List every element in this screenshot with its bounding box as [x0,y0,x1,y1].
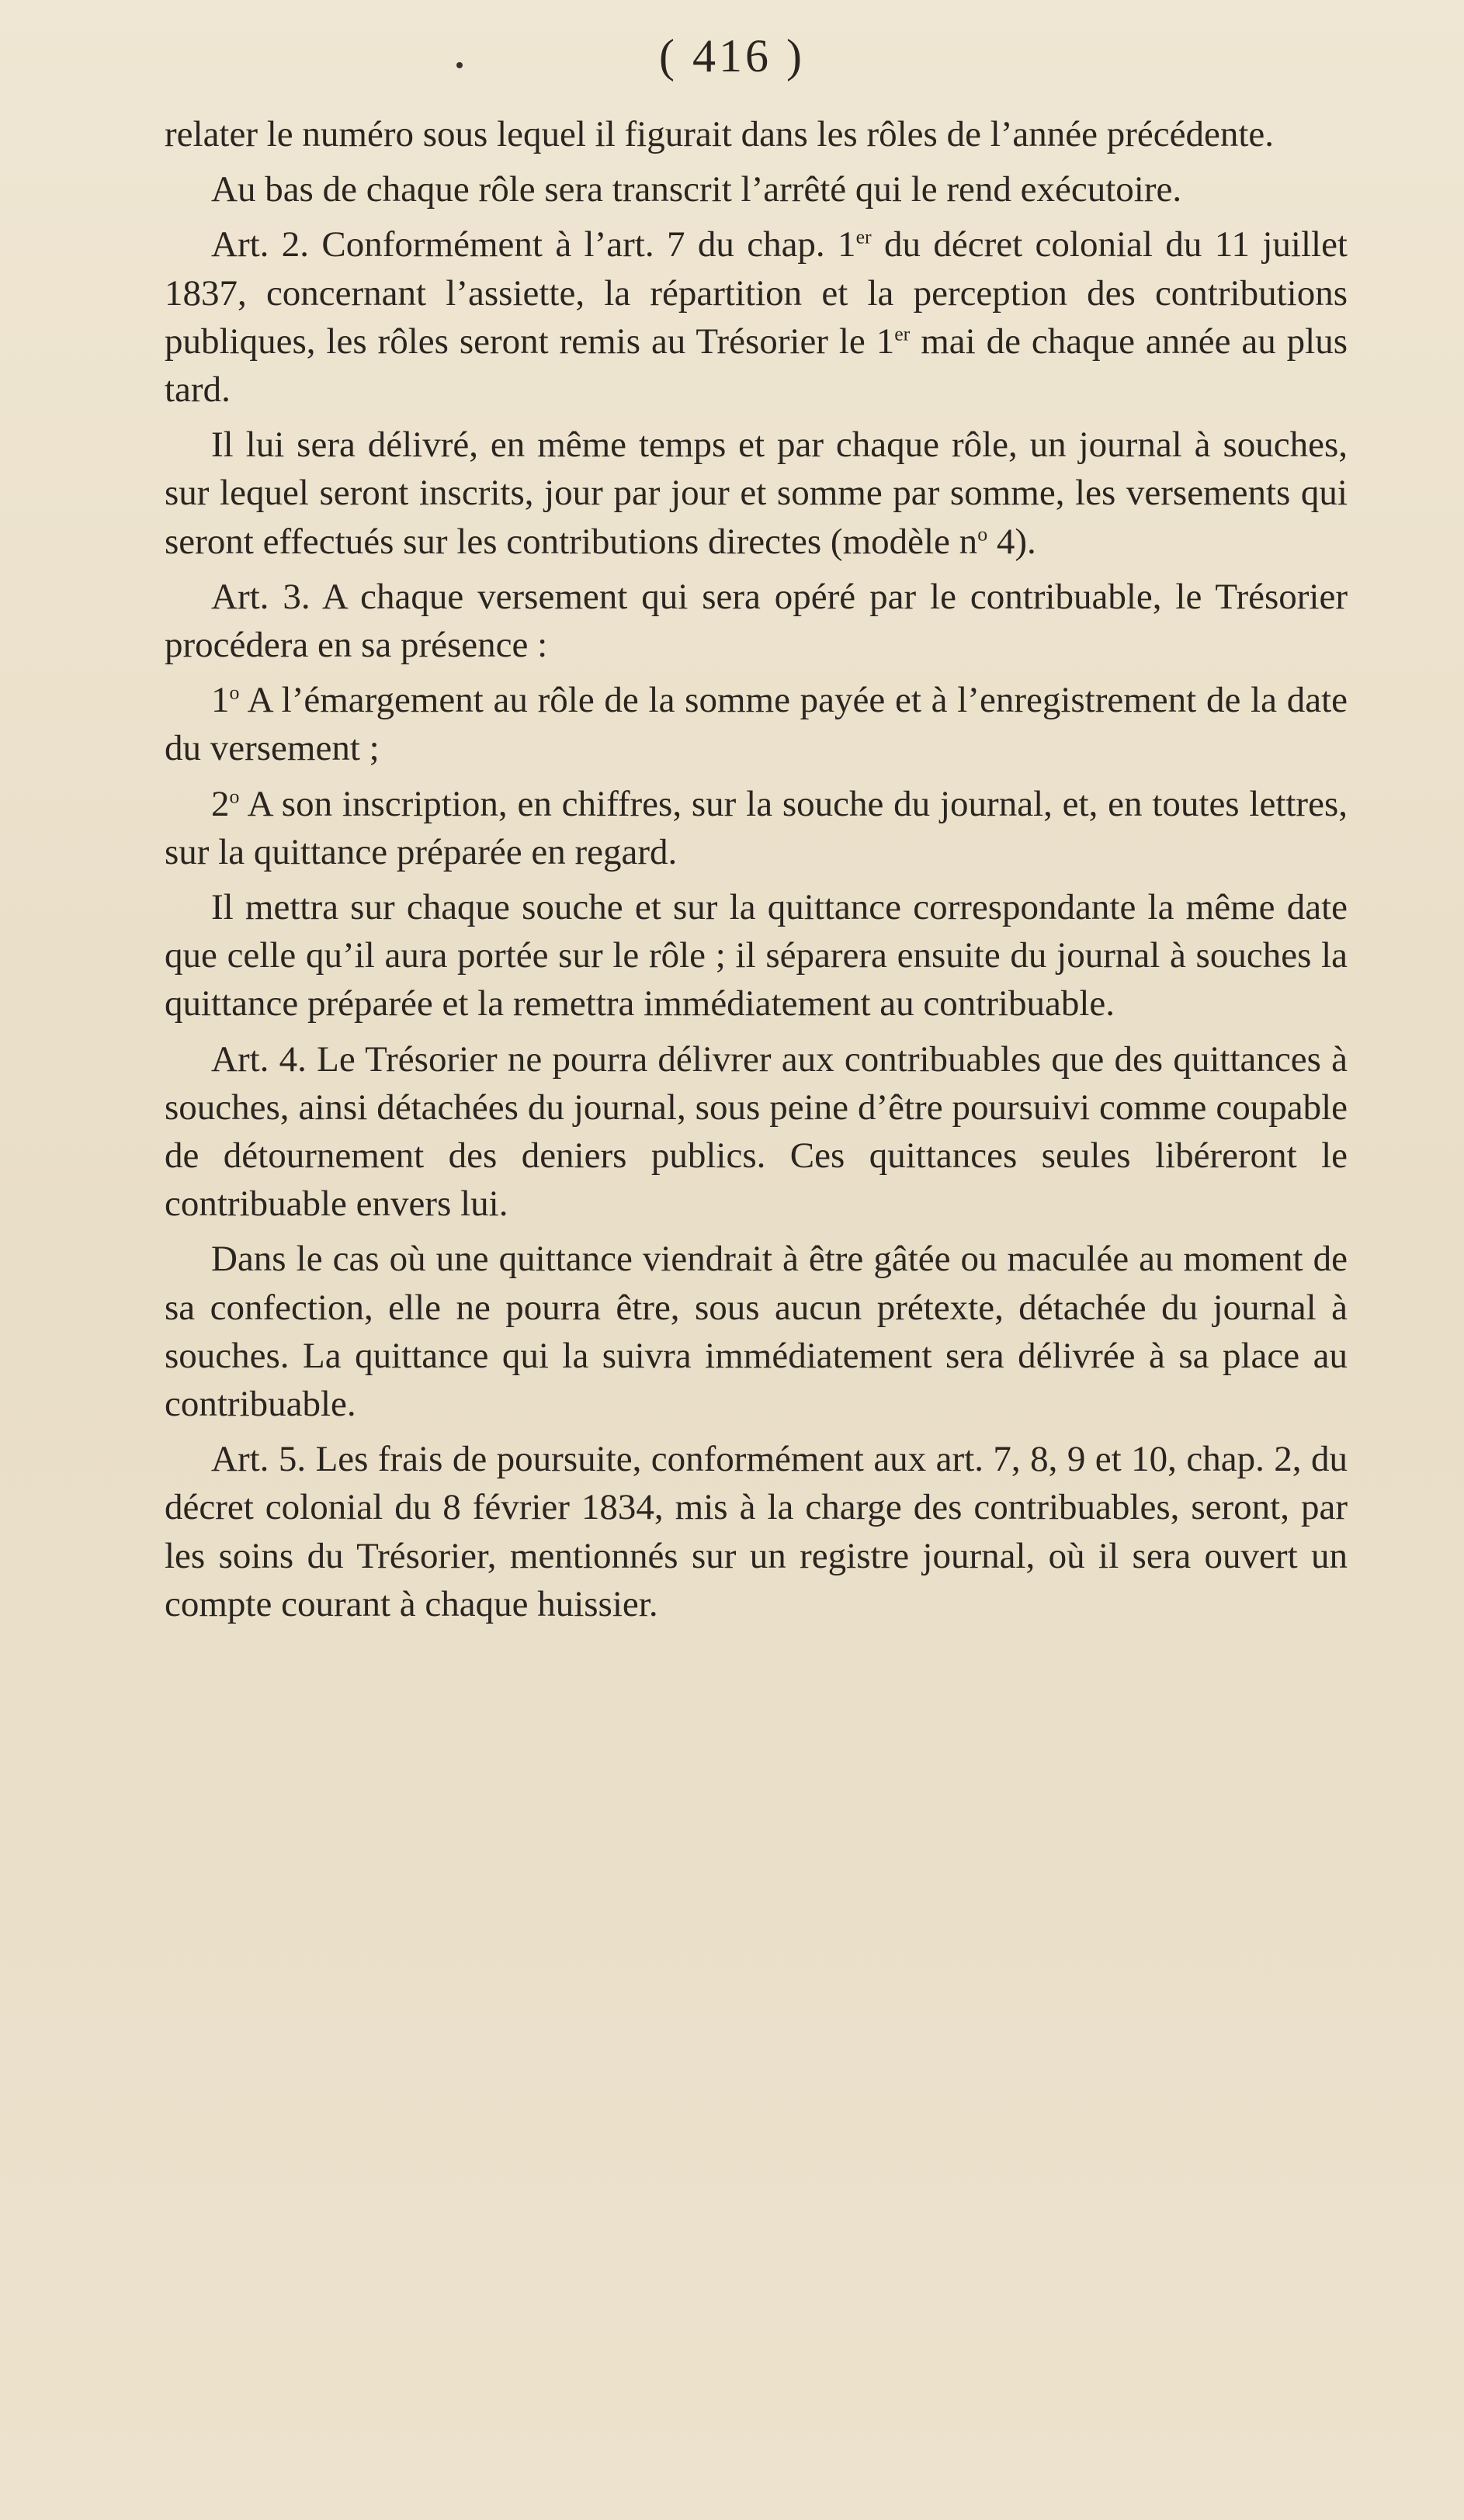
superscript-ordinal: er [894,322,911,345]
paragraph-text: 2 [211,783,230,824]
paragraph-article-4 [165,1035,1348,1229]
paragraph-text: Dans le cas où une quittance viendrait à être gâtée ou maculée au moment de sa confection, elle ne pourra être, sous aucun prétexte, détachée du journal à souches. La quittance qui la suivra immédiatement sera délivrée à sa place au contribuable. [165,1239,1348,1425]
paragraph-article-5 [165,1435,1348,1628]
paragraph-continuation [165,110,1348,158]
paragraph-item-2 [165,780,1348,876]
paragraph-text: relater le numéro sous lequel il figurait dans les rôles de l’année précédente. [165,114,1275,154]
paragraph-text: A son inscription, en chiffres, sur la souche du journal, et, en toutes lettres, sur la quittance préparée en regard. [165,783,1348,872]
paragraph-souche-date [165,883,1348,1028]
paragraph-text: A l’émargement au rôle de la somme payée et à l’enregistrement de la date du versement ; [165,680,1348,769]
superscript-ordinal: o [229,681,240,704]
paragraph-role-footer [165,165,1348,213]
paragraph-article-2 [165,220,1348,414]
paragraph-quittance-gatee [165,1235,1348,1428]
paragraph-text: Art. 3. A chaque versement qui sera opéré par le contribuable, le Trésorier procédera en sa présence : [165,576,1348,666]
superscript-ordinal: o [229,784,240,807]
paragraph-item-1 [165,676,1348,772]
paragraph-article-3 [165,573,1348,669]
page-number: ( 416 ) [659,30,805,81]
paragraph-text: 1 [211,680,230,721]
paragraph-text: 4). [987,521,1036,562]
superscript-ordinal: er [855,225,872,248]
paragraph-text: du décret colonial du 11 juillet 1837, concernant l’assiette, la répartition et la perception des contributions publiques, les rôles seront remis au Trésorier le 1 [165,224,1348,362]
superscript-ordinal: o [977,522,988,545]
paragraph-text: Au bas de chaque rôle sera transcrit l’arrêté qui le rend exécutoire. [211,169,1182,210]
paragraph-text: Il mettra sur chaque souche et sur la quittance correspondante la même date que celle qu’il aura portée sur le rôle ; il séparera ensuite du journal à souches la quittance préparée et la remettra immédiatement au contribuable. [165,887,1348,1024]
body-text [165,110,1348,1635]
paragraph-journal-souches [165,421,1348,566]
paragraph-text: Art. 4. Le Trésorier ne pourra délivrer aux contribuables que des quittances à souches, ainsi détachées du journal, sous peine d’être poursuivi comme coupable de détournement des deniers publics. Ces quittances seules libéreront le contribuable envers lui. [165,1038,1348,1225]
paragraph-text: Art. 2. Conformément à l’art. 7 du chap. 1 [211,224,856,265]
paragraph-text: Il lui sera délivré, en même temps et par chaque rôle, un journal à souches, sur lequel seront inscrits, jour par jour et somme par somme, les versements qui seront effectués sur les contributions directes (modèle n [165,425,1348,562]
paragraph-text: mai de chaque année au plus tard. [165,321,1348,411]
paragraph-text: Art. 5. Les frais de poursuite, conformément aux art. 7, 8, 9 et 10, chap. 2, du décret colonial du 8 février 1834, mis à la charge des contribuables, seront, par les soins du Trésorier, mentionnés sur un registre journal, où il sera ouvert un compte courant à chaque huissier. [165,1439,1348,1624]
